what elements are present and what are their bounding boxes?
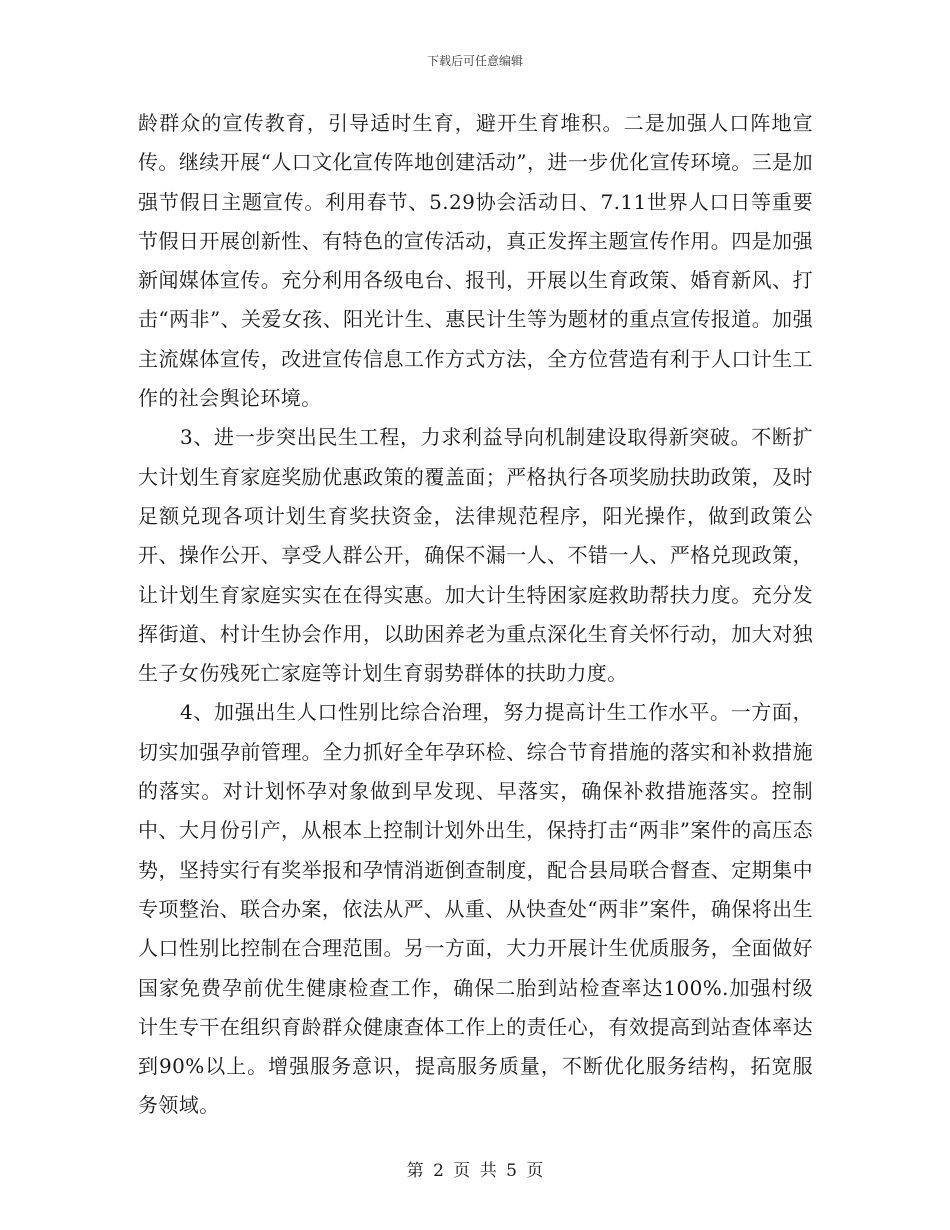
paragraph-1: 龄群众的宣传教育，引导适时生育，避开生育堆积。二是加强人口阵地宣传。继续开展“人口文化宣传阵地创建活动”，进一步优化宣传环境。三是加强节假日主题宣传。利用春节、5.29协会活动日、7.11世界人口日等重要节假日开展创新性、有特色的宣传活动，真正发挥主题宣传作用。四是加强新闻媒体宣传。充分利用各级电台、报刊，开展以生育政策、婚育新风、打击“两非”、关爱女孩、阳光计生、惠民计生等为题材的重点宣传报道。加强主流媒体宣传，改进宣传信息工作方式方法，全方位营造有利于人口计生工作的社会舆论环境。: [138, 111, 813, 411]
page-header-note: 下载后可任意编辑: [426, 54, 523, 68]
page-number-footer: 第 2 页 共 5 页: [406, 1161, 544, 1181]
paragraph-3: 4、加强出生人口性别比综合治理，努力提高计生工作水平。一方面，切实加强孕前管理。全力抓好全年孕环检、综合节育措施的落实和补救措施的落实。对计划怀孕对象做到早发现、早落实，确保补救措施落实。控制中、大月份引产，从根本上控制计划外出生，保持打击“两非”案件的高压态势，坚持实行有奖举报和孕情消逝倒查制度，配合县局联合督查、定期集中专项整治、联合办案，依法从严、从重、从快查处“两非”案件，确保将出生人口性别比控制在合理范围。另一方面，大力开展计生优质服务，全面做好国家免费孕前优生健康检查工作，确保二胎到站检查率达100%.加强村级计生专干在组织育龄群众健康查体工作上的责任心，有效提高到站查体率达到90%以上。增强服务意识，提高服务质量，不断优化服务结构，拓宽服务领域。: [138, 700, 813, 1118]
document-body: [138, 104, 813, 1126]
paragraph-2: 3、进一步突出民生工程，力求利益导向机制建设取得新突破。不断扩大计划生育家庭奖励优惠政策的覆盖面；严格执行各项奖励扶助政策，及时足额兑现各项计划生育奖扶资金，法律规范程序，阳光操作，做到政策公开、操作公开、享受人群公开，确保不漏一人、不错一人、严格兑现政策，让计划生育家庭实实在在得实惠。加大计生特困家庭救助帮扶力度。充分发挥街道、村计生协会作用，以助困养老为重点深化生育关怀行动，加大对独生子女伤残死亡家庭等计划生育弱势群体的扶助力度。: [138, 425, 813, 686]
